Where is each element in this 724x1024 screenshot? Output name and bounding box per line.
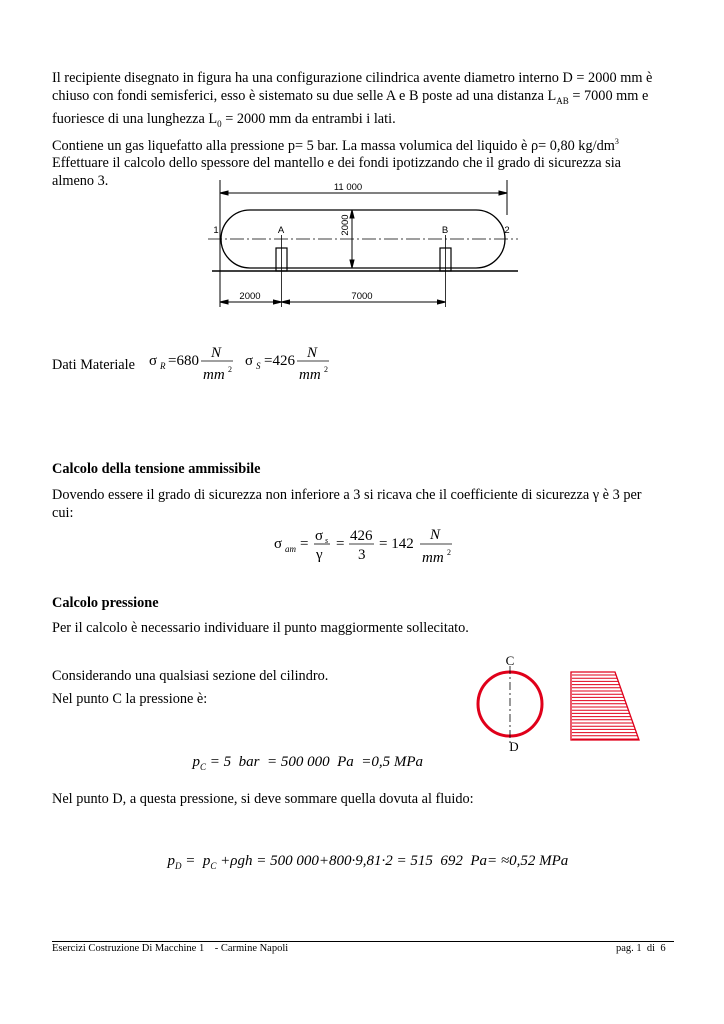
pd-p: p — [167, 853, 175, 869]
pd-mid: = p — [181, 853, 211, 869]
sigma-s-symbol: σ — [245, 353, 254, 369]
formula-pc — [185, 737, 423, 772]
intro-line-2-end: = 7000 mm e — [568, 88, 649, 104]
pressure-line-3: Nel punto C la pressione è: — [52, 691, 208, 707]
tension-paragraph — [52, 486, 692, 522]
sigma-r-value: =680 — [168, 353, 199, 369]
intro-line-2-text: chiuso con fondi semisferici, esso è sistemato su due selle A e B poste ad una distanza L — [52, 88, 557, 104]
vessel-drawing — [200, 175, 530, 315]
f-sigma: σ — [274, 536, 283, 552]
sigma-r-symbol: σ — [149, 353, 158, 369]
label-saddle-b: B — [441, 225, 449, 236]
unit-s-num: N — [307, 345, 318, 361]
unit-s-den: mm — [299, 367, 321, 383]
f-sigma-s: σ — [315, 528, 324, 544]
tension-line-1: Dovendo essere il grado di sicurezza non inferiore a 3 si ricava che il coefficiente di sicurezza γ è 3 per — [52, 487, 642, 503]
arrow-diameter-bottom — [350, 260, 354, 268]
f-unit-den: mm — [422, 550, 444, 566]
unit-r-den: mm — [203, 367, 225, 383]
sigma-r-sub: R — [160, 361, 166, 371]
f-eq-1: = — [300, 536, 309, 552]
pd-rest: +ρgh = 500 000+800·9,81·2 = 515 692 Pa= ≈0,52 MPa — [216, 853, 569, 869]
f-gamma: γ — [316, 547, 323, 563]
f-unit-num: N — [430, 527, 441, 543]
sigma-s-value: =426 — [264, 353, 295, 369]
intro-line-6: almeno 3. — [52, 173, 109, 190]
label-point-d: D — [509, 739, 519, 754]
pressure-distribution-diagram — [565, 668, 645, 748]
heading-pressure: Calcolo pressione — [52, 595, 159, 611]
label-point-c: C — [505, 653, 515, 668]
pd-mid-sub: C — [210, 861, 217, 871]
pc-sub: C — [200, 762, 207, 772]
footer-right: pag. 1 di 6 — [616, 943, 666, 954]
arrow-bottom-left — [220, 300, 228, 304]
intro-line-4-text: Contiene un gas liquefatto alla pressione p= 5 bar. La massa volumica del liquido è ρ= 0,80 kg/dm — [52, 137, 615, 154]
label-diameter: 2000 — [340, 214, 351, 236]
label-dim-span: 7000 — [351, 291, 373, 302]
footer-rule — [52, 941, 674, 942]
intro-line-1: Il recipiente disegnato in figura ha una configurazione cilindrica avente diametro interno D = 2000 mm è — [52, 70, 653, 86]
formula-pd — [160, 836, 568, 871]
label-dim-overhang: 2000 — [239, 291, 261, 302]
pressure-line-4: Nel punto D, a questa pressione, si deve sommare quella dovuta al fluido: — [52, 791, 474, 807]
label-end-2: 2 — [504, 225, 510, 236]
f-den: 3 — [358, 547, 366, 563]
arrow-bottom-b — [438, 300, 446, 304]
f-result: = 142 — [379, 536, 414, 552]
label-end-1: 1 — [213, 225, 219, 236]
footer-left: Esercizi Costruzione Di Macchine 1 - Carmine Napoli — [52, 943, 289, 954]
intro-line-3-text: fuoriesce di una lunghezza L — [52, 110, 218, 127]
cross-section-diagram — [470, 650, 550, 755]
f-sub-s: s — [325, 536, 329, 545]
intro-line-2 — [52, 87, 692, 110]
label-saddle-a: A — [277, 225, 285, 236]
sigma-s-sub: S — [256, 361, 261, 371]
intro-line-2-sub: AB — [556, 95, 569, 106]
pressure-line-1: Per il calcolo è necessario individuare il punto maggiormente sollecitato. — [52, 620, 469, 636]
pd-sub: D — [175, 861, 182, 871]
intro-line-3-end: = 2000 mm da entrambi i lati. — [221, 110, 396, 127]
intro-line-5: Effettuare il calcolo dello spessore del mantello e dei fondi ipotizzando che il grado di sicurezza sia — [52, 155, 622, 172]
intro-line-3 — [52, 110, 692, 133]
label-total-length: 11 000 — [333, 182, 363, 193]
arrow-left-total — [220, 191, 228, 195]
materials-label: Dati Materiale — [52, 357, 135, 373]
tension-line-2: cui: — [52, 505, 74, 521]
materials-formula — [145, 340, 345, 388]
arrow-bottom-a-right — [282, 300, 290, 304]
unit-r-num: N — [211, 345, 222, 361]
unit-r-exp: 2 — [228, 365, 232, 374]
pc-rest: = 5 bar = 500 000 Pa =0,5 MPa — [206, 754, 424, 770]
tension-formula — [270, 522, 460, 572]
pc-p: p — [192, 754, 200, 770]
f-sub-am: am — [285, 544, 296, 554]
unit-s-exp: 2 — [324, 365, 328, 374]
f-num: 426 — [350, 528, 373, 544]
pressure-line-2: Considerando una qualsiasi sezione del cilindro. — [52, 668, 329, 684]
f-unit-exp: 2 — [447, 548, 451, 557]
f-eq-2: = — [336, 536, 345, 552]
arrow-right-total — [499, 191, 507, 195]
intro-line-3-sub: 0 — [217, 118, 222, 129]
pressure-hatching — [572, 675, 639, 739]
intro-line-4 — [52, 133, 692, 155]
heading-tension: Calcolo della tensione ammissibile — [52, 461, 261, 477]
arrow-bottom-a-left — [274, 300, 282, 304]
intro-paragraph — [52, 69, 692, 190]
intro-line-4-sup: 3 — [614, 136, 619, 146]
